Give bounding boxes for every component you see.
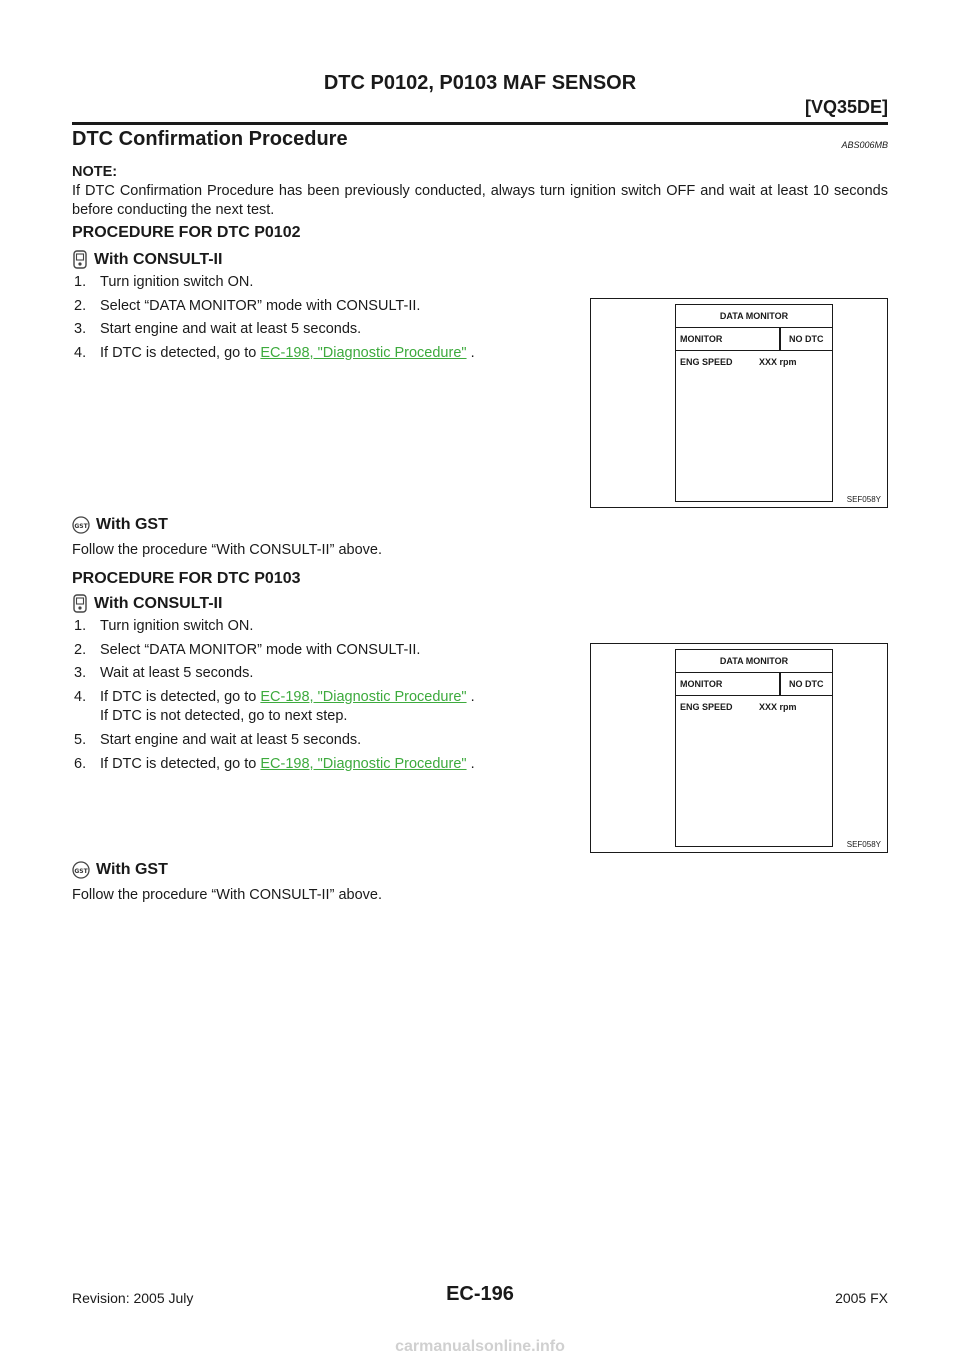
diagnostic-procedure-link[interactable]: EC-198, "Diagnostic Procedure"	[260, 688, 467, 705]
gst-heading-text: With GST	[96, 861, 168, 878]
step-item	[74, 297, 574, 316]
step-number: 1.	[74, 274, 87, 290]
gst-heading-text: With GST	[96, 516, 168, 533]
diagnostic-procedure-link[interactable]: EC-198, "Diagnostic Procedure"	[260, 755, 467, 772]
footer-revision: Revision: 2005 July	[72, 1290, 194, 1306]
page-header-title: DTC P0102, P0103 MAF SENSOR	[323, 72, 637, 94]
gst-text: Follow the procedure “With CONSULT-II” above.	[72, 542, 382, 558]
step-number: 5.	[74, 732, 87, 748]
data-monitor-screen	[675, 304, 833, 502]
consult-heading	[72, 250, 222, 270]
screen-value-row	[676, 702, 832, 716]
screen-column-row	[676, 673, 832, 696]
step-number: 3.	[74, 321, 87, 337]
page-number: EC-196	[446, 1283, 514, 1305]
step-text	[100, 755, 475, 774]
step-text-prefix: If DTC is detected, go to	[100, 344, 261, 361]
step-text	[100, 344, 475, 363]
consult-heading-text: With CONSULT-II	[94, 251, 223, 268]
section-title: DTC Confirmation Procedure	[72, 128, 348, 150]
step-text: Start engine and wait at least 5 seconds.	[100, 732, 362, 748]
consult-icon	[72, 250, 88, 270]
step-item	[74, 664, 574, 683]
step-text-prefix: If DTC is detected, go to	[100, 688, 261, 705]
gst-icon	[72, 861, 90, 879]
note-text: If DTC Confirmation Procedure has been previously conducted, always turn ignition switch OFF and wait at least 10 seconds before conducting the next test.	[72, 183, 888, 218]
note	[72, 163, 888, 220]
step-item	[74, 344, 574, 363]
step-item	[74, 617, 574, 636]
step-text: Wait at least 5 seconds.	[100, 665, 254, 681]
step-number: 2.	[74, 641, 87, 658]
gst-icon	[72, 516, 90, 534]
figure-code: SEF058Y	[846, 495, 881, 504]
procedure-steps	[74, 273, 574, 367]
watermark: carmanualsonline.info	[395, 1338, 565, 1355]
step-text-prefix: If DTC is detected, go to	[100, 755, 261, 772]
screen-column-row	[676, 328, 832, 351]
step-subtext: If DTC is not detected, go to next step.	[100, 708, 348, 724]
consult-heading-text: With CONSULT-II	[94, 595, 223, 612]
step-number: 4.	[74, 344, 87, 361]
step-item	[74, 731, 574, 750]
step-number: 4.	[74, 688, 87, 705]
procedure-title: PROCEDURE FOR DTC P0102	[72, 224, 301, 241]
screen-value-row	[676, 357, 832, 371]
step-number: 6.	[74, 755, 87, 772]
monitor-label: MONITOR	[680, 679, 723, 689]
step-text: Select “DATA MONITOR” mode with CONSULT-II.	[100, 297, 421, 314]
section-code: ABS006MB	[841, 140, 888, 150]
consult-icon	[72, 594, 88, 614]
no-dtc-label: NO DTC	[789, 334, 824, 344]
no-dtc-label: NO DTC	[789, 679, 824, 689]
eng-speed-label: ENG SPEED	[680, 702, 733, 712]
note-label: NOTE:	[72, 164, 118, 180]
procedure-steps	[74, 617, 574, 778]
step-item	[74, 273, 574, 292]
step-item	[74, 641, 574, 660]
procedure-title: PROCEDURE FOR DTC P0103	[72, 570, 301, 587]
column-divider	[779, 328, 781, 350]
figure-code: SEF058Y	[846, 840, 881, 849]
svg-text:GST: GST	[74, 523, 88, 530]
eng-speed-value: XXX rpm	[759, 702, 797, 712]
step-item	[74, 688, 574, 707]
screen-heading: DATA MONITOR	[676, 650, 832, 673]
step-text: Select “DATA MONITOR” mode with CONSULT-II.	[100, 641, 421, 658]
step-text: Start engine and wait at least 5 seconds.	[100, 321, 362, 337]
data-monitor-figure	[590, 298, 888, 508]
gst-heading	[72, 516, 168, 534]
step-text: Turn ignition switch ON.	[100, 618, 254, 634]
gst-text: Follow the procedure “With CONSULT-II” above.	[72, 887, 382, 903]
step-item	[74, 755, 574, 774]
data-monitor-figure	[590, 643, 888, 853]
engine-code: [VQ35DE]	[804, 97, 888, 117]
data-monitor-screen	[675, 649, 833, 847]
consult-heading	[72, 594, 222, 614]
screen-heading: DATA MONITOR	[676, 305, 832, 328]
eng-speed-label: ENG SPEED	[680, 357, 733, 367]
step-item	[74, 320, 574, 339]
gst-heading	[72, 861, 168, 879]
step-text-suffix: .	[466, 344, 475, 361]
monitor-label: MONITOR	[680, 334, 723, 344]
step-text: Turn ignition switch ON.	[100, 274, 254, 290]
step-text-suffix: .	[466, 688, 475, 705]
step-number: 2.	[74, 297, 87, 314]
step-number: 1.	[74, 618, 87, 634]
diagnostic-procedure-link[interactable]: EC-198, "Diagnostic Procedure"	[260, 344, 467, 361]
step-number: 3.	[74, 665, 87, 681]
header-divider	[72, 122, 888, 125]
svg-text:GST: GST	[74, 868, 88, 875]
step-text	[100, 688, 475, 707]
column-divider	[779, 673, 781, 695]
eng-speed-value: XXX rpm	[759, 357, 797, 367]
step-text-suffix: .	[466, 755, 475, 772]
footer-model: 2005 FX	[835, 1290, 888, 1306]
